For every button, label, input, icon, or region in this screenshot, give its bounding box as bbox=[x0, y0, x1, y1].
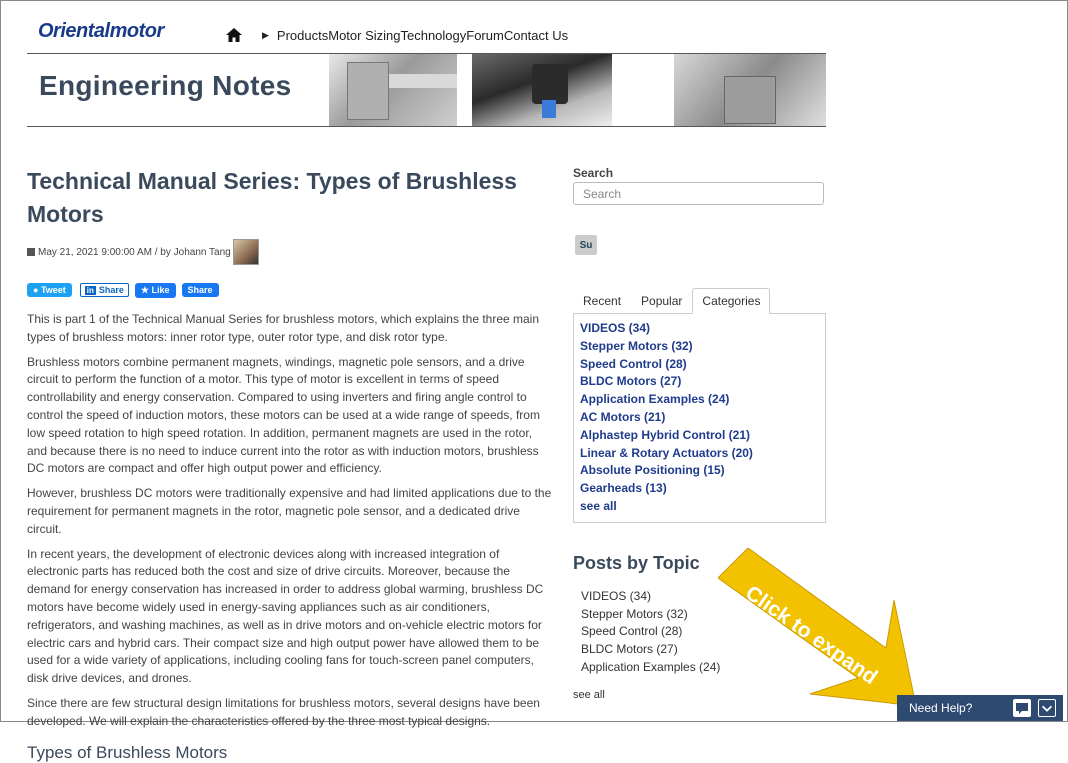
topic-link[interactable]: Speed Control (28) bbox=[581, 624, 683, 639]
topic-link[interactable]: Application Examples (24) bbox=[581, 659, 721, 674]
caret-right-icon: ▶ bbox=[262, 29, 269, 40]
paragraph: However, brushless DC motors were traditionally expensive and had limited applications due to the requirement for permanent magnets in the rotor, magnetic pole sensor, and a dedicated drive circuit. bbox=[27, 486, 552, 536]
thumbs-up-icon: ★ bbox=[140, 284, 152, 295]
chat-icon[interactable] bbox=[1013, 699, 1031, 717]
topic-link[interactable]: VIDEOS (34) bbox=[581, 588, 652, 603]
article bbox=[27, 165, 552, 763]
help-label: Need Help? bbox=[909, 701, 973, 715]
banner-photo-robot bbox=[472, 54, 612, 126]
category-link[interactable]: BLDC Motors (27) bbox=[580, 374, 682, 389]
linkedin-share-button[interactable]: in Share bbox=[80, 283, 129, 297]
chevron-down-icon[interactable] bbox=[1038, 699, 1056, 717]
facebook-like-button[interactable]: ★ Like bbox=[135, 283, 176, 298]
posts-by-topic-title: Posts by Topic bbox=[573, 552, 700, 573]
category-link[interactable]: Alphastep Hybrid Control (21) bbox=[580, 427, 751, 442]
category-link[interactable]: VIDEOS (34) bbox=[580, 321, 651, 335]
topics-see-all[interactable]: see all bbox=[573, 688, 605, 701]
topic-link[interactable]: Stepper Motors (32) bbox=[581, 606, 688, 621]
tweet-button[interactable]: ● Tweet bbox=[27, 283, 72, 297]
banner-title: Engineering Notes bbox=[39, 70, 292, 101]
article-author[interactable]: Johann Tang bbox=[173, 246, 231, 258]
subscribe-button[interactable]: Su bbox=[575, 235, 597, 255]
category-link[interactable]: Speed Control (28) bbox=[580, 356, 687, 371]
twitter-icon: ● bbox=[33, 285, 41, 295]
banner bbox=[27, 53, 826, 127]
subheading: Types of Brushless Motors bbox=[27, 742, 228, 762]
nav-motor-sizing[interactable]: Motor Sizing bbox=[328, 27, 401, 43]
oriental-motor-logo[interactable]: Orientalmotor bbox=[38, 20, 164, 42]
nav-technology[interactable]: Technology bbox=[400, 27, 467, 43]
callout-text: Click to expand bbox=[741, 581, 882, 690]
article-date: May 21, 2021 9:00:00 AM / by bbox=[38, 246, 171, 258]
nav-forum[interactable]: Forum bbox=[466, 27, 504, 43]
topic-link[interactable]: BLDC Motors (27) bbox=[581, 642, 678, 657]
category-link[interactable]: Stepper Motors (32) bbox=[580, 338, 693, 353]
share-bar bbox=[27, 281, 552, 299]
search-input[interactable] bbox=[573, 182, 824, 205]
tab-popular[interactable]: Popular bbox=[641, 294, 683, 308]
facebook-share-button[interactable]: Share bbox=[182, 283, 219, 297]
paragraph: Since there are few structural design limitations for brushless motors, several designs have been developed. We will explain the characteristics offered by the three most typical designs. bbox=[27, 695, 540, 728]
nav-contact-us[interactable]: Contact Us bbox=[503, 27, 569, 43]
category-link[interactable]: Gearheads (13) bbox=[580, 481, 667, 496]
article-title: Technical Manual Series: Types of Brushless Motors bbox=[27, 168, 517, 227]
article-body bbox=[27, 311, 552, 731]
help-widget[interactable] bbox=[897, 695, 1063, 721]
category-link[interactable]: AC Motors (21) bbox=[580, 409, 666, 424]
click-to-expand-arrow bbox=[718, 548, 918, 708]
home-icon[interactable] bbox=[226, 28, 242, 42]
paragraph: In recent years, the development of electronic devices along with increased integration of electronic parts has reduced both the cost and size of drive circuits. Moreover, because the demand for energy conservation has increased in order to address global warming, brushless DC motors have become widely used in energy-saving appliances such as air conditioners, refrigerators, and washing machines, as well as in drive motors and on-vehicle electric motors for electric cars and hybrid cars. Their compact size and high output power have allowed them to be used for a wide variety of applications, including cooling fans for touch-screen panel computers, disk drive devices, and drones. bbox=[27, 546, 544, 686]
paragraph: This is part 1 of the Technical Manual Series for brushless motors, which explains the three main types of brushless motors: inner rotor type, outer rotor type, and disk rotor type. bbox=[27, 312, 540, 344]
banner-photo-motor bbox=[674, 54, 826, 126]
author-avatar bbox=[233, 239, 259, 265]
banner-photo-actuator bbox=[329, 54, 457, 126]
linkedin-icon: in bbox=[86, 285, 94, 295]
categories-see-all[interactable]: see all bbox=[580, 498, 617, 513]
search-label: Search bbox=[573, 166, 614, 180]
category-link[interactable]: Application Examples (24) bbox=[580, 392, 730, 407]
calendar-icon bbox=[27, 248, 35, 256]
paragraph: Brushless motors combine permanent magnets, windings, magnetic pole sensors, and a drive circuit to perform the function of a motor. This type of motor is excellent in terms of speed controllability and energy conservation. Compared to using inverters and firing angle control to control the speed of induction motors, these motors can be used at a wide range of speeds, from low speed rotation to high speed rotation. In addition, permanent magnets are used in the rotor, and because there is no need to induce current into the rotor as with induction motors, brushless DC motors are compact and offer high output power and efficiency. bbox=[27, 354, 540, 476]
category-link[interactable]: Absolute Positioning (15) bbox=[580, 463, 725, 478]
tab-categories[interactable]: Categories bbox=[692, 288, 770, 314]
nav-products[interactable]: Products bbox=[276, 27, 329, 43]
sidebar-tabs bbox=[573, 288, 826, 314]
main-nav bbox=[226, 27, 568, 43]
category-link[interactable]: Linear & Rotary Actuators (20) bbox=[580, 445, 753, 460]
tab-recent[interactable]: Recent bbox=[583, 294, 622, 308]
article-meta bbox=[27, 239, 552, 265]
categories-list bbox=[573, 313, 826, 523]
